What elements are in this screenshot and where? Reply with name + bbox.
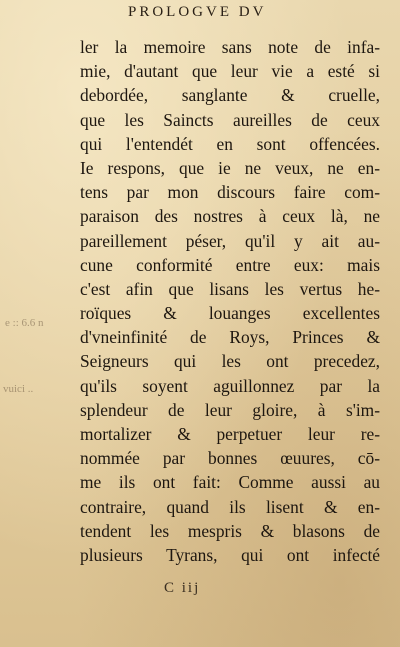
text-line: contraire, quand ils lisent & en- <box>80 496 380 517</box>
body-text <box>80 35 380 567</box>
running-head: PROLOGVE DV <box>128 4 267 20</box>
text-line: paraison des nostres à ceux là, ne <box>80 206 380 227</box>
text-line: qu'ils soyent aguillonnez par la <box>80 375 380 396</box>
text-line: que les Saincts aureilles de ceux <box>80 109 380 130</box>
text-line: splendeur de leur gloire, à s'im- <box>80 399 380 420</box>
bleed-through-note-1: e :: 6.6 n <box>5 317 44 329</box>
text-line: Seigneurs qui les ont precedez, <box>80 351 380 372</box>
text-line: mortalizer & perpetuer leur re- <box>80 424 380 444</box>
text-line: Ie respons, que ie ne veux, ne en- <box>80 157 380 178</box>
text-line: qui l'entendét en sont offencées. <box>80 133 380 154</box>
text-line: d'vneinfinité de Roys, Princes & <box>80 327 380 348</box>
text-line: c'est afin que lisans les vertus he- <box>80 278 380 299</box>
text-line: me ils ont fait: Comme aussi au <box>80 472 380 493</box>
text-line: ler la memoire sans note de infa- <box>80 37 380 57</box>
text-line: cune conformité entre eux: mais <box>80 254 380 275</box>
text-line: debordée, sanglante & cruelle, <box>80 85 380 106</box>
bleed-through-note-2: vuici .. <box>3 383 34 395</box>
text-line: roïques & louanges excellentes <box>80 303 380 324</box>
text-line: mie, d'autant que leur vie a esté si <box>80 61 380 82</box>
text-line: plusieurs Tyrans, qui ont infecté <box>80 544 380 565</box>
signature-mark: C iij <box>164 580 201 596</box>
text-line: nommée par bonnes œuures, cō- <box>80 448 380 469</box>
text-line: pareillement péser, qu'il y ait au- <box>80 230 380 251</box>
text-line: tendent les mespris & blasons de <box>80 520 380 541</box>
text-line: tens par mon discours faire com- <box>80 182 380 203</box>
